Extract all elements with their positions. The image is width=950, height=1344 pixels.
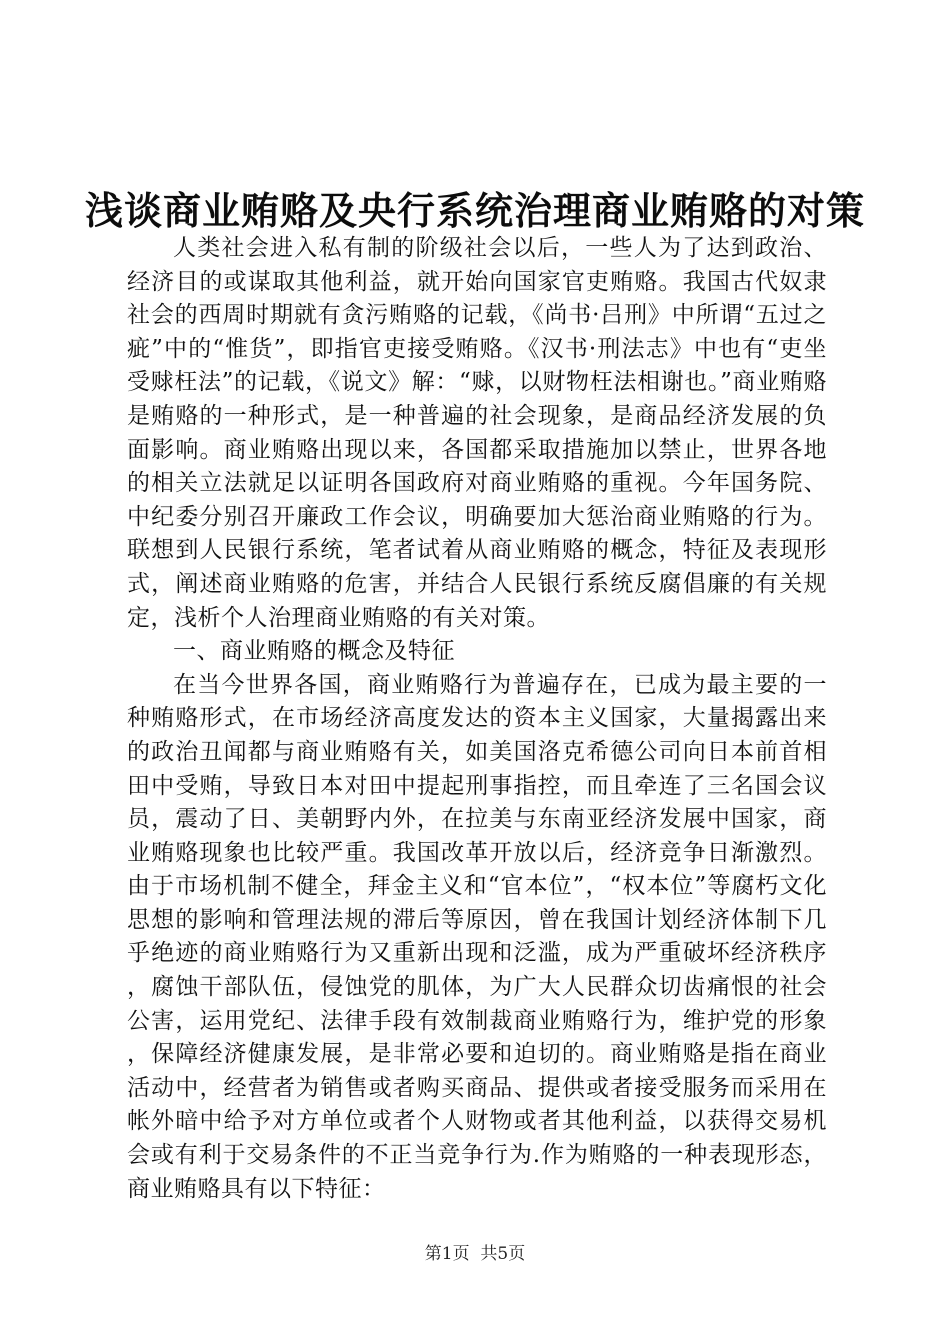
- body-paragraph-concept: 在当今世界各国，商业贿赂行为普遍存在，已成为最主要的一种贿赂形式，在市场经济高度发达的资本主义国家，大量揭露出来的政治丑闻都与商业贿赂有关，如美国洛克希德公司向日本前首相田中受贿，导致日本对田中提起刑事指控，而且牵连了三名国会议员，震动了日、美朝野内外，在拉美与东南亚经济发展中国家，商业贿赂现象也比较严重。我国改革开放以后，经济竞争日渐激烈。由于市场机制不健全，拜金主义和“官本位”，“权本位”等腐朽文化思想的影响和管理法规的滞后等原因，曾在我国计划经济体制下几乎绝迹的商业贿赂行为又重新出现和泛滥，成为严重破坏经济秩序，腐蚀干部队伍，侵蚀党的肌体，为广大人民群众切齿痛恨的社会公害，运用党纪、法律手段有效制裁商业贿赂行为，维护党的形象，保障经济健康发展，是非常必要和迫切的。商业贿赂是指在商业活动中，经营者为销售或者购买商品、提供或者接受服务而采用在帐外暗中给予对方单位或者个人财物或者其他利益，以获得交易机会或有利于交易条件的不正当竞争行为.作为贿赂的一种表现形态，商业贿赂具有以下特征：: [127, 671, 827, 1202]
- section-heading-concept: 一、商业贿赂的概念及特征: [173, 638, 455, 665]
- page-footer: [0, 1242, 950, 1266]
- document-title: 浅谈商业贿赂及央行系统治理商业贿赂的对策: [84, 188, 865, 233]
- body-paragraph-intro: 人类社会进入私有制的阶级社会以后，一些人为了达到政治、经济目的或谋取其他利益，就开始向国家官吏贿赂。我国古代奴隶社会的西周时期就有贪污贿赂的记载，《尚书·吕刑》中所谓“五过之疵”中的“惟货”，即指官吏接受贿赂。《汉书·刑法志》中也有“吏坐受赇枉法”的记载，《说文》解：“赇，以财物枉法相谢也。”商业贿赂是贿赂的一种形式，是一种普遍的社会现象，是商品经济发展的负面影响。商业贿赂出现以来，各国都采取措施加以禁止，世界各地的相关立法就足以证明各国政府对商业贿赂的重视。今年国务院、中纪委分别召开廉政工作会议，明确要加大惩治商业贿赂的行为。联想到人民银行系统，笔者试着从商业贿赂的概念，特征及表现形式，阐述商业贿赂的危害，并结合人民银行系统反腐倡廉的有关规定，浅析个人治理商业贿赂的有关对策。: [127, 235, 827, 631]
- document-body: [127, 232, 827, 1206]
- page-number-label: 第1页 共5页: [424, 1244, 526, 1264]
